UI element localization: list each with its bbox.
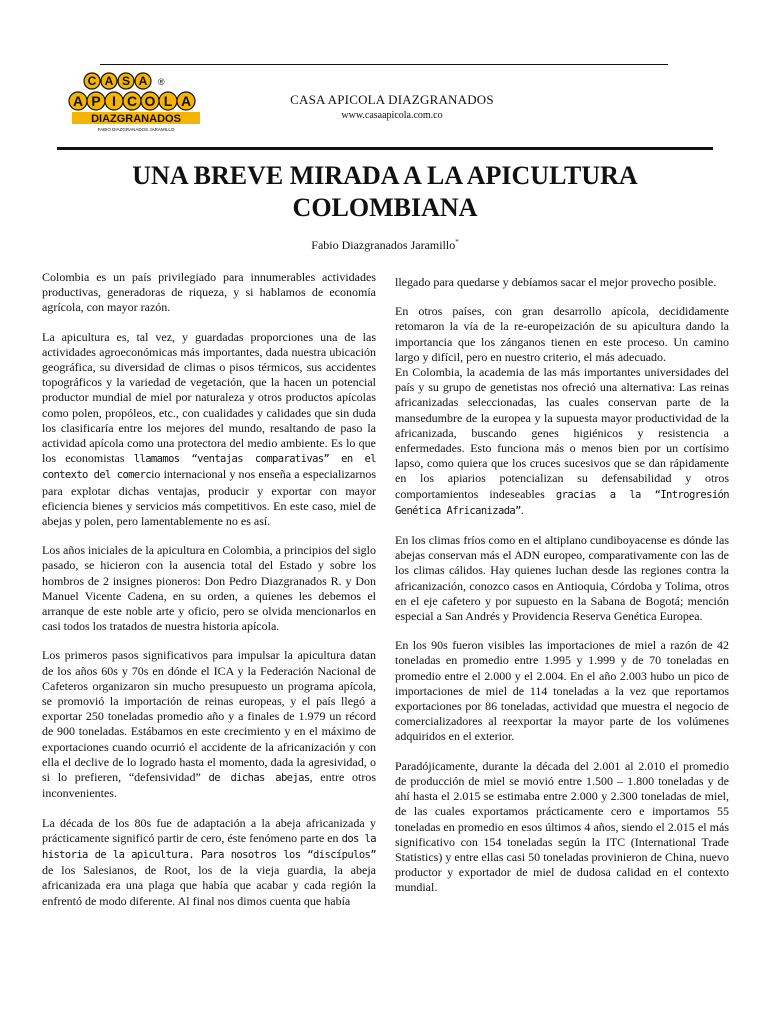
right-paragraph-5: Paradójicamente, durante la década del 2.001 al 2.010 el promedio de producción de miel se movió entre 1.500 – 1.800 toneladas y de ahí hasta el 2.015 se estimaba entre 2.000 y 2.300 toneladas de miel, de las cuales exportamos prácticamente cero e importamos 55 toneladas en promedio en esos últimos 4 años, siendo el 2.015 el más significativo con 154 toneladas según la ITC (International Trade Statistics) y entre ellas casi 50 toneladas provinieron de China, nuevo productor y exportador de miel de dudosa calidad en el contexto mundial. xyxy=(395,758,729,895)
left-paragraph-1: Colombia es un país privilegiado para innumerables actividades productivas, generadoras de riqueza, y si hablamos de economía agrícola, con mayor razón. xyxy=(42,270,376,315)
svg-text:A: A xyxy=(180,93,192,109)
left-paragraph-4-handwritten: de dichas abejas xyxy=(208,772,310,785)
left-paragraph-4-end: , entre otros inconvenientes. xyxy=(42,770,377,801)
svg-text:®: ® xyxy=(158,77,165,87)
left-paragraph-5-end: de los Salesianos, de Root, los de la vieja guardia, la abeja africanizada era una plaga que había que acabar y cada región la enfrentó de modo diferente. Al final nos dimos cuenta que había xyxy=(42,863,376,908)
casa-apicola-logo xyxy=(62,72,220,134)
svg-text:C: C xyxy=(126,93,138,109)
right-paragraph-3: En los climas fríos como en el altiplano cundiboyacense es dónde las abejas conservan más el ADN europeo, comparativamente con las de los climas cálidos. Hay quienes luchan desde las regiones contra la africanización, conozco casos en Antioquia, Córdoba y Tolima, otros en el eje cafetero y por supuesto en la Sabana de Bogotá; mención especial a San Andrés y Providencia Reserva Genética Europea. xyxy=(395,533,729,624)
right-paragraph-2b-start: En Colombia, la academia de las más importantes universidades del país y su grupo de genetistas nos ofreció una alternativa: Las reinas africanizadas seleccionadas, las cuales conservan parte de la mansedumbre de la europea y la supuesta mayor productividad de la africanizada, buscando genes higiénicos y resistencia a enfermedades. Esto funciona más o menos bien por un cortísimo lapso, como quiera que los cruces sucesivos que se dan rápidamente en los apiarios potencializan su defensabilidad y otros comportamientos indeseables xyxy=(395,365,729,501)
right-paragraph-4: En los 90s fueron visibles las importaciones de miel a razón de 42 toneladas en promedio entre 1.995 y 1.999 y de 70 toneladas en promedio entre el 2.000 y el 2.004. En el año 2.003 hubo un pico de importaciones de miel de 114 toneladas a la vez que reportamos exportaciones por 86 toneladas, actividad que muestra el negocio de comercializadores al reexportar la mayor parte de los volúmenes adquiridos en el exterior. xyxy=(395,638,729,744)
svg-text:O: O xyxy=(144,93,156,109)
header-top-rule xyxy=(100,64,668,65)
svg-text:L: L xyxy=(163,93,173,109)
author-name: Fabio Diazgranados Jaramillo xyxy=(311,238,456,252)
right-paragraph-2b-end: . xyxy=(520,502,524,517)
svg-text:P: P xyxy=(91,93,101,109)
left-paragraph-4-start: Los primeros pasos significativos para impulsar la apicultura datan de los años 60s y 70s en dónde el ICA y la Federación Nacional de Cafeteros organizaron sin mucho presupuesto un programa apícola, se promovió la importación de reinas europeas, y el país llegó a exportar 250 toneladas promedio año y a finales de 1.979 un récord de 900 toneladas. Estábamos en este crecimiento y en el máximo de exportaciones cuando ocurrió el accidente de la africanización y con ella el declive de lo logrado hasta el momento, dada la agresividad, o si lo prefieren, “defensividad” xyxy=(42,648,376,785)
svg-text:S: S xyxy=(121,74,131,88)
left-paragraph-2-end: io internacional y nos enseña a especializarnos para explotar dichas ventajas, producir y exportar con mayor eficiencia bienes y servicios más competitivos. En este caso, miel de abejas y polen, pero lamentablemente no es así. xyxy=(42,467,376,529)
svg-text:FABIO DIAZGRANADOS JARAMILLO: FABIO DIAZGRANADOS JARAMILLO xyxy=(97,127,175,132)
right-paragraph-1: llegado para quedarse y debíamos sacar el mejor provecho posible. xyxy=(395,275,717,289)
left-paragraph-2 xyxy=(42,330,376,530)
author-byline xyxy=(57,238,713,253)
right-column xyxy=(395,275,729,910)
title-line-1: UNA BREVE MIRADA A LA APICULTURA xyxy=(132,161,638,190)
left-paragraph-5 xyxy=(42,816,376,909)
page-title xyxy=(57,160,713,224)
right-paragraph-2b xyxy=(395,365,729,519)
left-column xyxy=(42,270,376,923)
left-paragraph-2-handwritten: llamamos “ventajas comparativas” en el contexto del comerc xyxy=(42,453,377,482)
svg-text:C: C xyxy=(87,74,97,88)
svg-text:A: A xyxy=(72,93,84,109)
left-paragraph-4 xyxy=(42,648,376,801)
title-line-2: COLOMBIANA xyxy=(292,193,478,222)
right-paragraph-2b-handwritten: gracias a la “Introgresión Genética Africanizada” xyxy=(395,488,729,517)
svg-text:A: A xyxy=(138,74,148,88)
company-name: CASA APICOLA DIAZGRANADOS xyxy=(290,92,494,107)
left-paragraph-2-start: La apicultura es, tal vez, y guardadas proporciones una de las actividades agroeconómicas más importantes, dada nuestra ubicación geográfica, su diversidad de climas o pisos térmicos, sus accidentes topográficos y la variedad de vegetación, que la hacen un potencial productor mundial de miel por naturaleza y otros productos apícolas como polen, propóleos, etc., con cualidades y calidades que sin duda los clasificaría entre los mejores del mundo, resaltando de paso la actividad apícola como una protectora del medio ambiente. Es lo que los economistas xyxy=(42,329,376,466)
header-bottom-rule xyxy=(57,147,713,150)
author-footnote-mark: * xyxy=(455,238,459,246)
svg-text:A: A xyxy=(104,74,114,88)
left-paragraph-3: Los años iniciales de la apicultura en Colombia, a principios del siglo pasado, se hicieron con la ausencia total del Estado y sobre los hombros de 2 insignes pioneros: Don Pedro Diazgranados R. y Don Manuel Vicente Cadena, en su orden, a quienes les debemos el arranque de este noble arte y oficio, pero se olvida mencionarlos en casi todos los tratados de nuestra historia apícola. xyxy=(42,543,376,634)
company-website: www.casaapicola.com.co xyxy=(341,110,443,121)
left-paragraph-5-handwritten: dos la historia de la apicultura. Para nosotros los “discípulos” xyxy=(42,832,376,861)
svg-text:I: I xyxy=(112,93,116,109)
left-paragraph-5-start: La década de los 80s fue de adaptación a la abeja africanizada y prácticamente significó partir de cero, éste fenómeno parte en xyxy=(42,815,376,845)
right-paragraph-2: En otros países, con gran desarrollo apícola, decididamente retomaron la vía de la re-europeización de su apicultura dando la importancia que los zánganos tienen en este proceso. Un camino largo y difícil, pero en nuestro criterio, el más adecuado. xyxy=(395,304,729,364)
svg-text:DIAZGRANADOS: DIAZGRANADOS xyxy=(91,113,181,125)
